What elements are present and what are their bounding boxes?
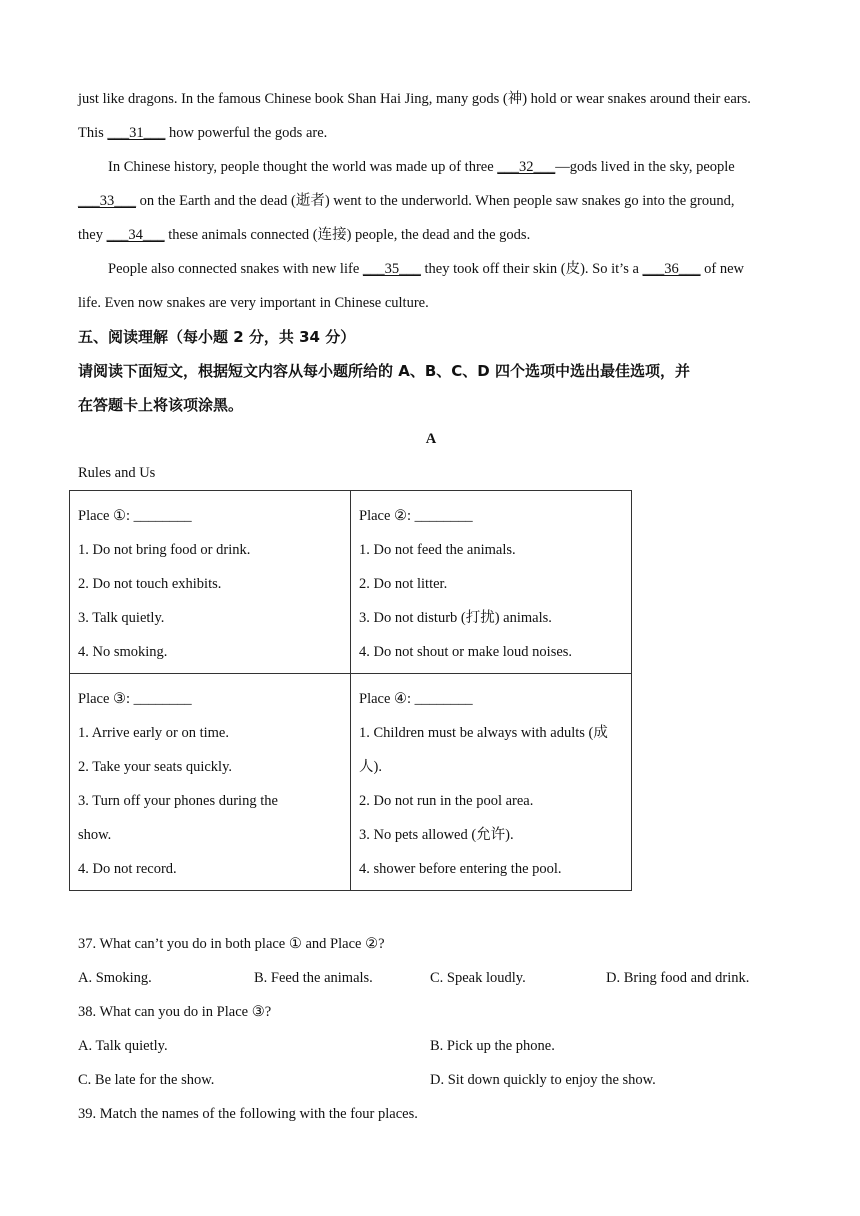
place-title: Place ②: ________ — [359, 508, 473, 524]
place-2-cell — [351, 491, 632, 674]
section-instruction: 在答题卡上将该项涂黑。 — [78, 396, 244, 414]
blank-35: ___35___ — [362, 261, 421, 277]
place-title: Place ①: ________ — [78, 508, 192, 524]
question-stem: 39. Match the names of the following with the four places. — [78, 1106, 418, 1122]
rule-item: 2. Do not litter. — [359, 576, 448, 592]
option-b: B. Feed the animals. — [254, 970, 373, 986]
option-c: C. Be late for the show. — [78, 1072, 215, 1088]
option-a: A. Talk quietly. — [78, 1038, 168, 1054]
blank-36: ___36___ — [642, 261, 701, 277]
passage-line: just like dragons. In the famous Chinese book Shan Hai Jing, many gods (神) hold or wear snakes around their ears. — [78, 91, 751, 107]
option-d: D. Sit down quickly to enjoy the show. — [430, 1072, 656, 1088]
rule-item: 人). — [359, 759, 382, 775]
passage-line: ___33___ on the Earth and the dead (逝者) went to the underworld. When people saw snakes go into the ground, — [78, 193, 735, 209]
passage-line: life. Even now snakes are very important in Chinese culture. — [78, 295, 429, 311]
passage-line: People also connected snakes with new life ___35___ they took off their skin (皮). So it’s a ___36___ of new — [108, 261, 745, 277]
rule-item: 1. Arrive early or on time. — [78, 725, 229, 741]
place-title: Place ③: ________ — [78, 691, 192, 707]
rule-item: 3. No pets allowed (允许). — [359, 827, 514, 843]
rule-item: 4. No smoking. — [78, 644, 168, 660]
rule-item: 4. shower before entering the pool. — [359, 861, 562, 877]
section-instruction: 请阅读下面短文，根据短文内容从每小题所给的 A、B、C、D 四个选项中选出最佳选项，并 — [78, 362, 690, 380]
rule-item: 2. Do not run in the pool area. — [359, 793, 534, 809]
passage-line: In Chinese history, people thought the world was made up of three ___32___—gods lived in the sky, people — [108, 159, 735, 175]
rule-item: 1. Do not feed the animals. — [359, 542, 516, 558]
option-d: D. Bring food and drink. — [606, 970, 750, 986]
rules-table — [69, 490, 632, 891]
place-4-cell — [351, 674, 632, 891]
rule-item: 3. Turn off your phones during the — [78, 793, 278, 809]
rule-item: 4. Do not record. — [78, 861, 177, 877]
passage-line: they ___34___ these animals connected (连接) people, the dead and the gods. — [78, 227, 531, 243]
blank-34: ___34___ — [106, 227, 165, 243]
place-title: Place ④: ________ — [359, 691, 473, 707]
question-options — [78, 961, 784, 995]
rule-item: 3. Do not disturb (打扰) animals. — [359, 610, 552, 626]
question-stem: 37. What can’t you do in both place ① and Place ②? — [78, 936, 385, 952]
section-title: 五、阅读理解（每小题 2 分，共 34 分） — [78, 328, 356, 346]
rule-item: 1. Children must be always with adults (成 — [359, 725, 608, 741]
passage-subtitle: Rules and Us — [78, 465, 156, 481]
place-1-cell — [70, 491, 351, 674]
question-stem: 38. What can you do in Place ③? — [78, 1004, 272, 1020]
rule-item: 4. Do not shout or make loud noises. — [359, 644, 573, 660]
place-3-cell — [70, 674, 351, 891]
blank-33: ___33___ — [78, 193, 136, 209]
option-b: B. Pick up the phone. — [430, 1038, 555, 1054]
rule-item: 3. Talk quietly. — [78, 610, 165, 626]
rule-item: 2. Do not touch exhibits. — [78, 576, 222, 592]
passage-line: This ___31___ how powerful the gods are. — [78, 125, 328, 141]
part-label: A — [425, 431, 437, 447]
question-options — [78, 1029, 784, 1063]
rule-item: show. — [78, 827, 112, 843]
rule-item: 1. Do not bring food or drink. — [78, 542, 251, 558]
option-a: A. Smoking. — [78, 970, 152, 986]
option-c: C. Speak loudly. — [430, 970, 526, 986]
question-options — [78, 1063, 784, 1097]
blank-31: ___31___ — [107, 125, 166, 141]
blank-32: ___32___ — [497, 159, 556, 175]
rule-item: 2. Take your seats quickly. — [78, 759, 233, 775]
document-page — [78, 82, 784, 1131]
